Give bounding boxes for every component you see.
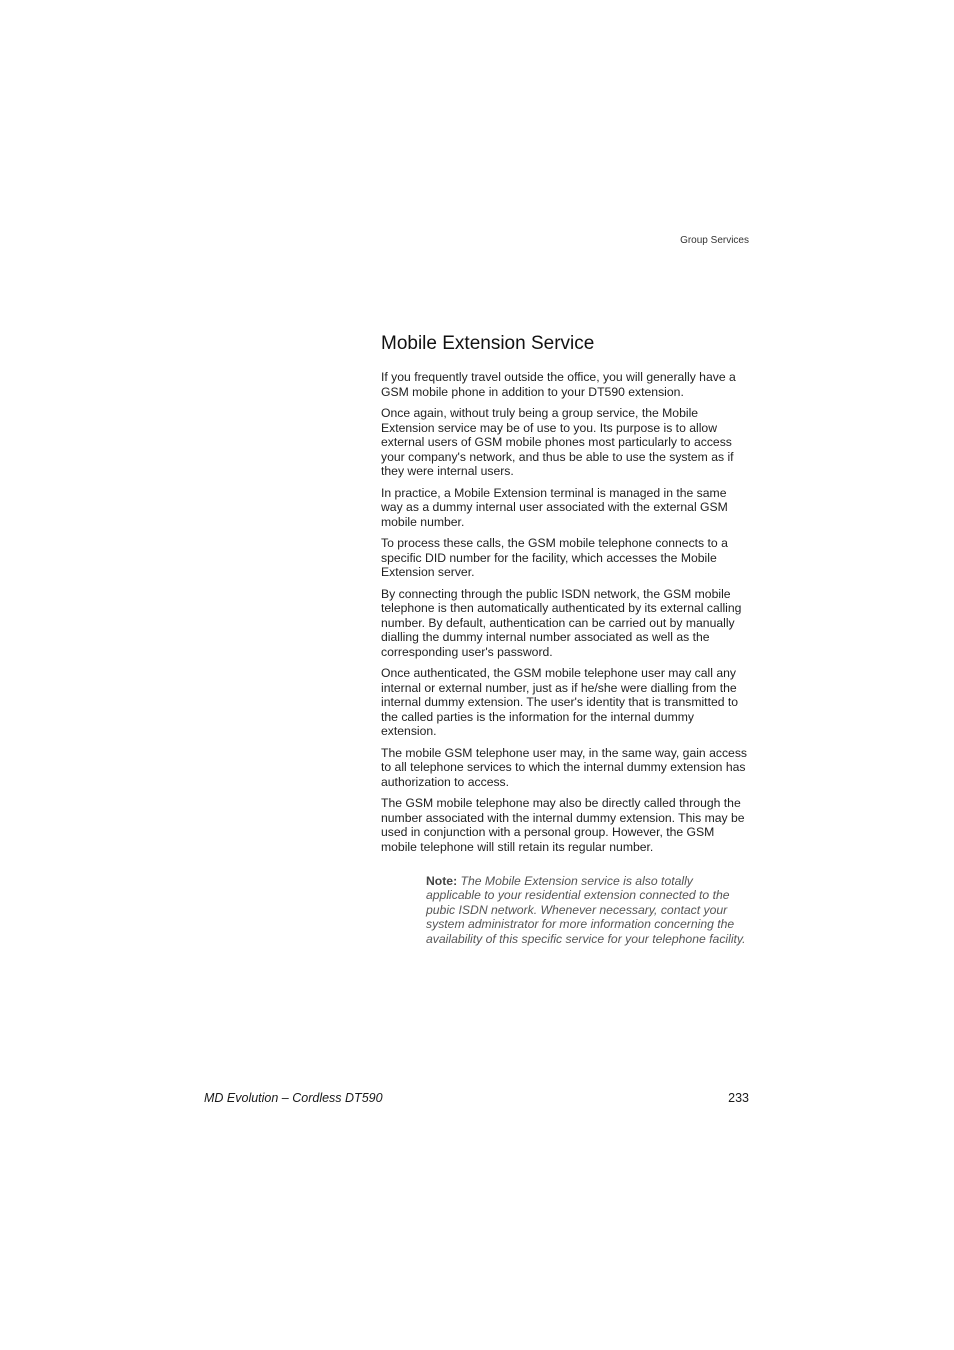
body-paragraph: In practice, a Mobile Extension terminal is managed in the same way as a dummy internal user associated with the external GSM mobile number. — [381, 485, 728, 529]
body-paragraph: Once again, without truly being a group service, the Mobile Extension service may be of use to you. Its purpose is to allow external users of GSM mobile phones most particularly to access your company's network, and thus be able to use the system as if they were internal users. — [381, 406, 734, 478]
body-paragraph: Once authenticated, the GSM mobile telephone user may call any internal or external number, just as if he/she were dialling from the internal dummy extension. The user's identity that is transmitted to the called parties is the information for the internal dummy extension. — [381, 666, 739, 738]
note-label: Note: — [426, 874, 458, 888]
note-text: The Mobile Extension service is also totally applicable to your residential extension connected to the pubic ISDN network. Whenever necessary, contact your system administrator for more information concerning the availability of this specific service for your telephone facility. — [426, 874, 746, 946]
body-paragraph: By connecting through the public ISDN network, the GSM mobile telephone is then automatically authenticated by its external calling number. By default, authentication can be carried out by manually dialling the dummy internal number associated as well as the corresponding user's password. — [381, 586, 742, 659]
body-paragraph: The mobile GSM telephone user may, in the same way, gain access to all telephone services to which the internal dummy extension has authorization to access. — [381, 745, 748, 789]
footer-page-number: 233 — [728, 1091, 749, 1105]
running-header: Group Services — [680, 235, 749, 246]
body-paragraph: The GSM mobile telephone may also be directly called through the number associated with the internal dummy extension. This may be used in conjunction with a personal group. However, the GSM mobile telephone will still retain its regular number. — [381, 796, 745, 854]
footer-document-title: MD Evolution – Cordless DT590 — [204, 1091, 383, 1105]
section-title: Mobile Extension Service — [381, 333, 595, 354]
body-paragraph: If you frequently travel outside the office, you will generally have a GSM mobile phone in addition to your DT590 extension. — [381, 370, 736, 399]
note-block — [426, 874, 751, 946]
page-content — [381, 332, 751, 946]
body-paragraph: To process these calls, the GSM mobile telephone connects to a specific DID number for the facility, which accesses the Mobile Extension server. — [381, 536, 728, 579]
